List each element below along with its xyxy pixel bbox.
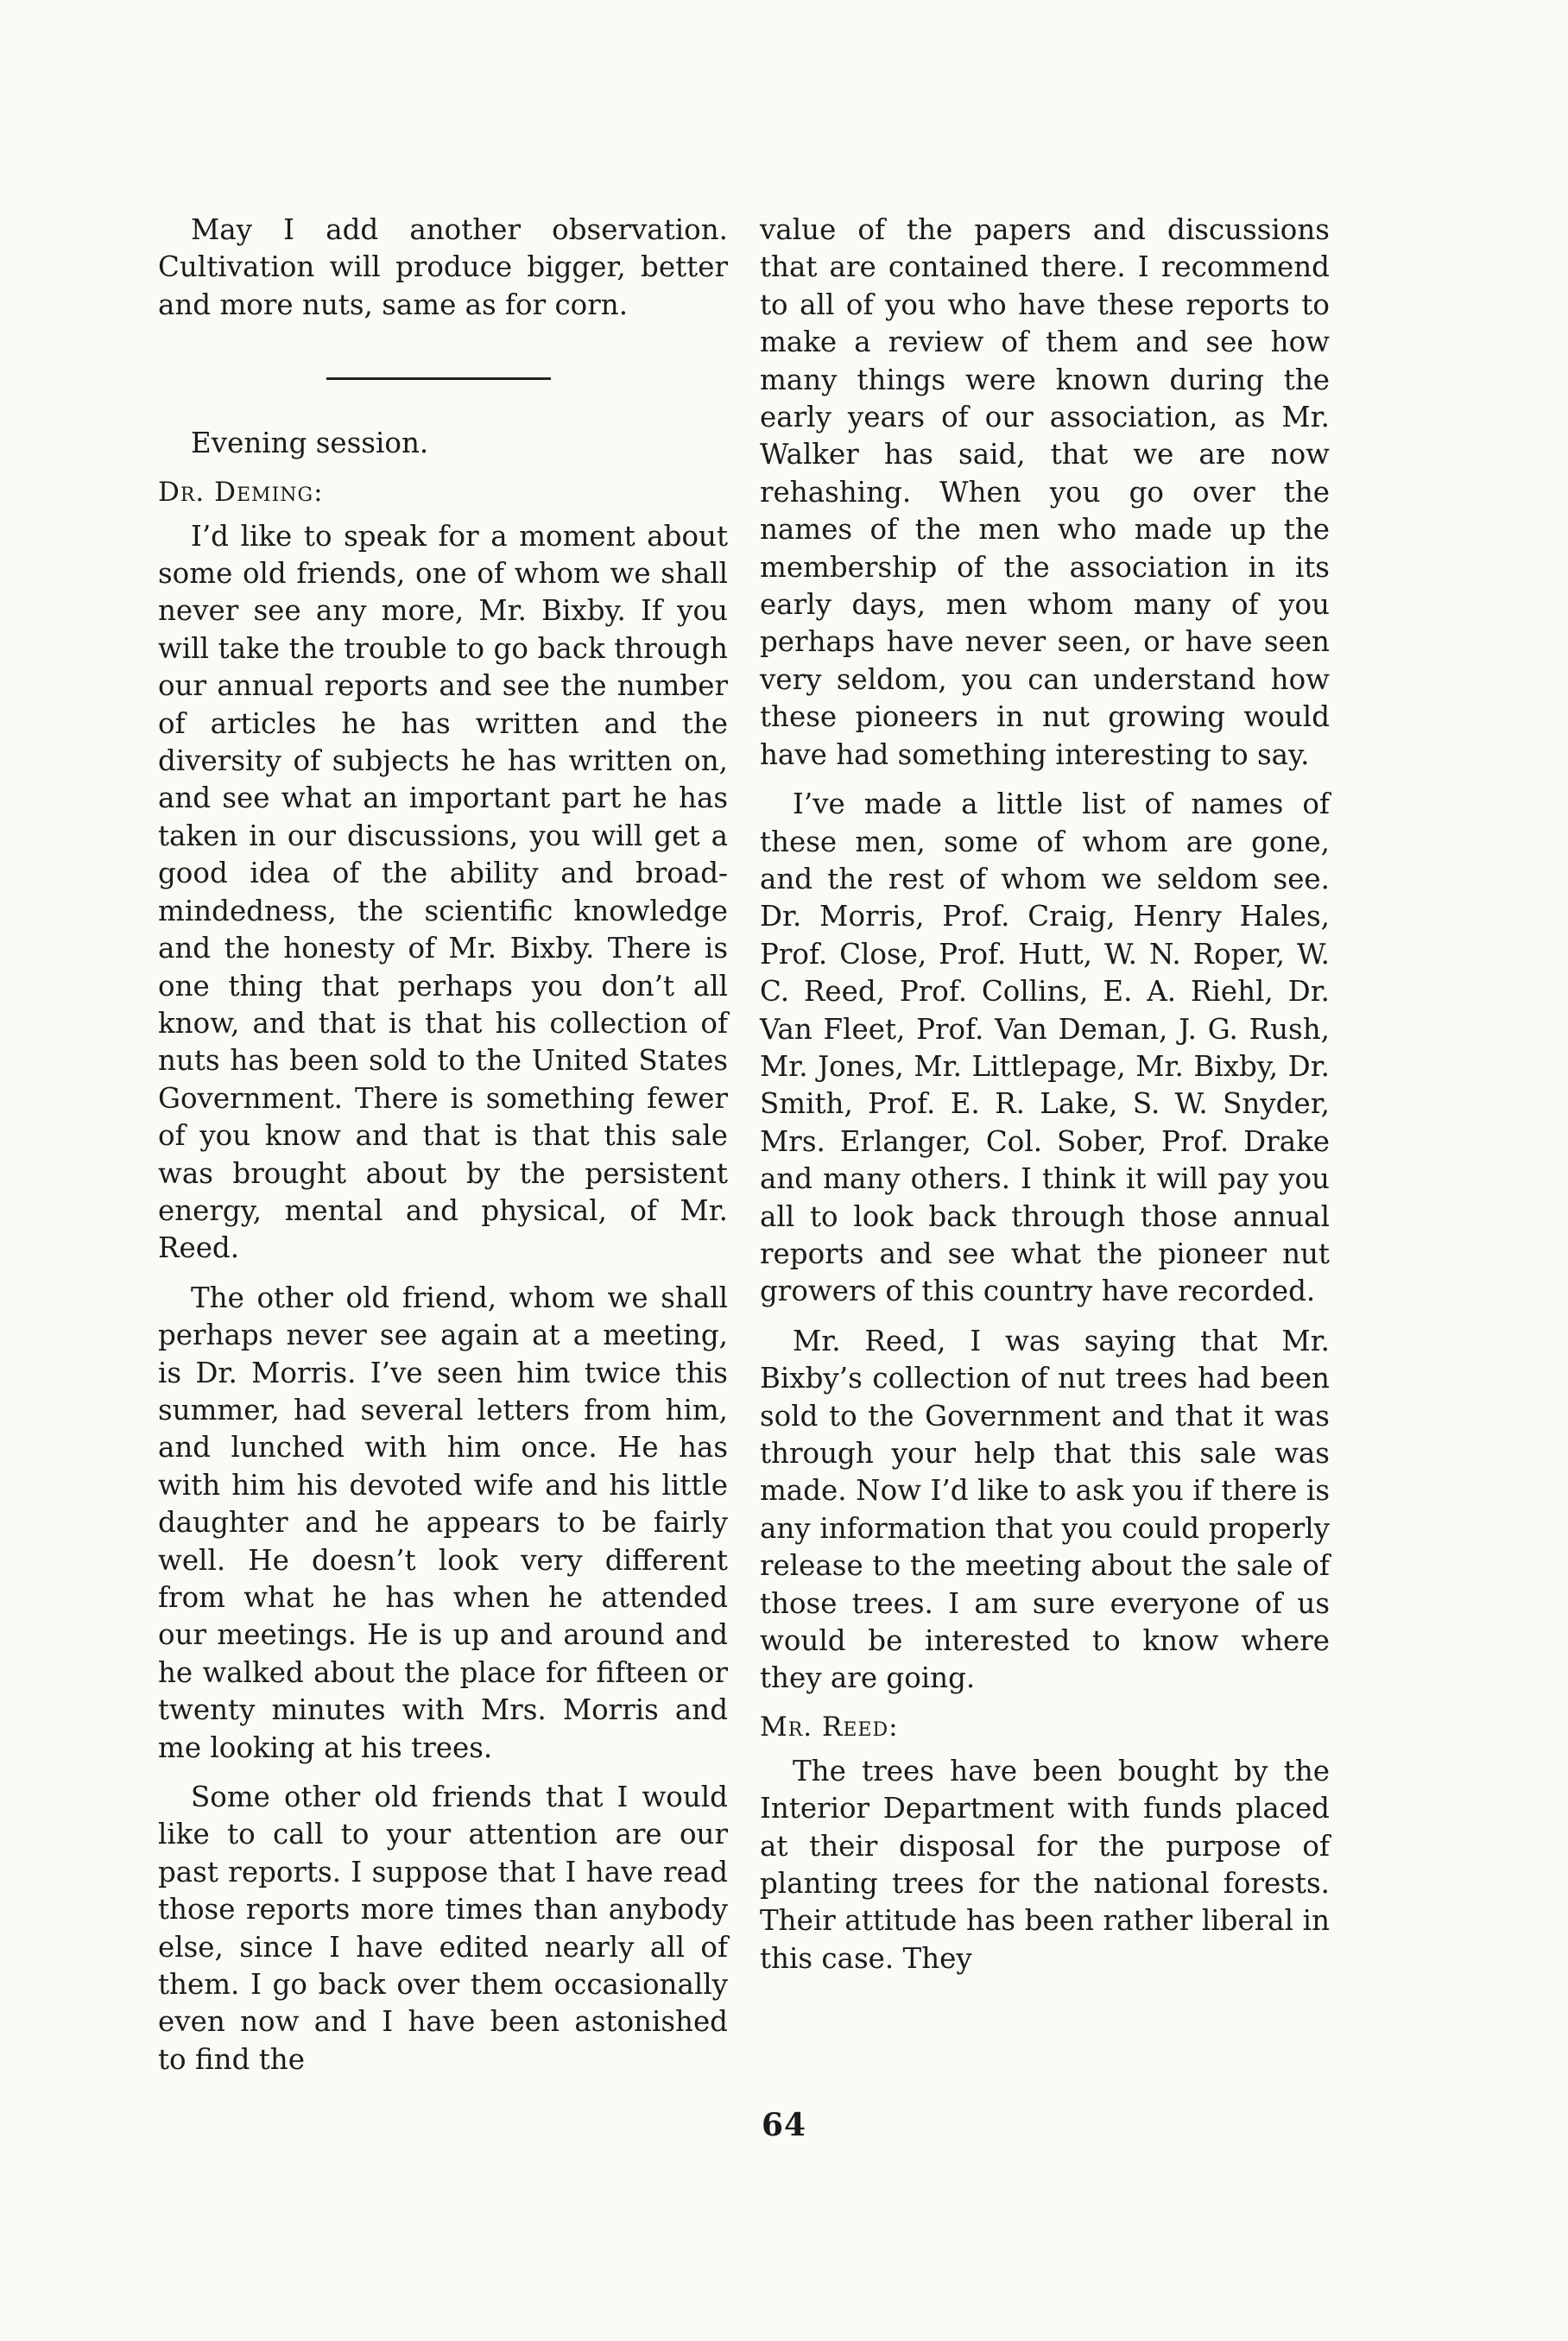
left-column (158, 212, 728, 2091)
paragraph-observation: May I add another observation. Cultivation will produce bigger, better and more nuts, same as for corn. (158, 213, 728, 321)
speaker-label-deming: Dr. Deming: (158, 476, 324, 508)
page-number: 64 (761, 2107, 807, 2143)
evening-session-label: Evening session. (191, 427, 429, 460)
paragraph-reed-question: Mr. Reed, I was saying that Mr. Bixby’s collection of nut trees had been sold to the Government and that it was through your help that this sale was made. Now I’d like to ask you if there is any information that you could properly release to the meeting about the sale of those trees. I am sure everyone of us would be interested to know where they are going. (760, 1324, 1330, 1695)
paragraph-names-list: I’ve made a little list of names of these men, some of whom are gone, and the rest of whom we seldom see. Dr. Morris, Prof. Craig, Henry Hales, Prof. Close, Prof. Hutt, W. N. Roper, W. C. Reed, Prof. Collins, E. A. Riehl, Dr. Van Fleet, Prof. Van Deman, J. G. Rush, Mr. Jones, Mr. Littlepage, Mr. Bixby, Dr. Smith, Prof. E. R. Lake, S. W. Snyder, Mrs. Erlanger, Col. Sober, Prof. Drake and many others. I think it will pay you all to look back through those annual reports and see what the pioneer nut growers of this country have recorded. (760, 788, 1330, 1308)
paragraph-bixby: I’d like to speak for a moment about some old friends, one of whom we shall never see any more, Mr. Bixby. If you will take the trouble to go back through our annual reports and see the number of articles he has written and the diversity of subjects he has written on, and see what an important part he has taken in our discussions, you will get a good idea of the ability and broadmindedness, the scientific knowledge and the honesty of Mr. Bixby. There is one thing that perhaps you don’t all know, and that is that his collection of nuts has been sold to the United States Government. There is something fewer of you know and that is that this sale was brought about by the persistent energy, mental and physical, of Mr. Reed. (158, 519, 728, 1265)
section-divider-rule (326, 377, 551, 380)
paragraph-reed-answer: The trees have been bought by the Interior Department with funds placed at their disposal for the purpose of planting trees for the national forests. Their attitude has been rather liberal in this case. They (760, 1754, 1330, 1975)
right-column (760, 212, 1330, 1990)
speaker-label-reed: Mr. Reed: (760, 1711, 899, 1743)
paragraph-reports: Some other old friends that I would like to call to your attention are our past reports. I suppose that I have read those reports more times than anybody else, since I have edited nearly all of them. I go back over them occasionally even now and I have been astonished to find the (158, 1781, 728, 2076)
paragraph-value-continued: value of the papers and discussions that are contained there. I recommend to all of you who have these reports to make a review of them and see how many things were known during the early years of our association, as Mr. Walker has said, that we are now rehashing. When you go over the names of the men who made up the membership of the association in its early days, men whom many of you perhaps have never seen, or have seen very seldom, you can understand how these pioneers in nut growing would have had something interesting to say. (760, 213, 1330, 771)
paragraph-morris: The other old friend, whom we shall perhaps never see again at a meeting, is Dr. Morris. I’ve seen him twice this summer, had several letters from him, and lunched with him once. He has with him his devoted wife and his little daughter and he appears to be fairly well. He doesn’t look very different from what he has when he attended our meetings. He is up and around and he walked about the place for fifteen or twenty minutes with Mrs. Morris and me looking at his trees. (158, 1281, 728, 1764)
